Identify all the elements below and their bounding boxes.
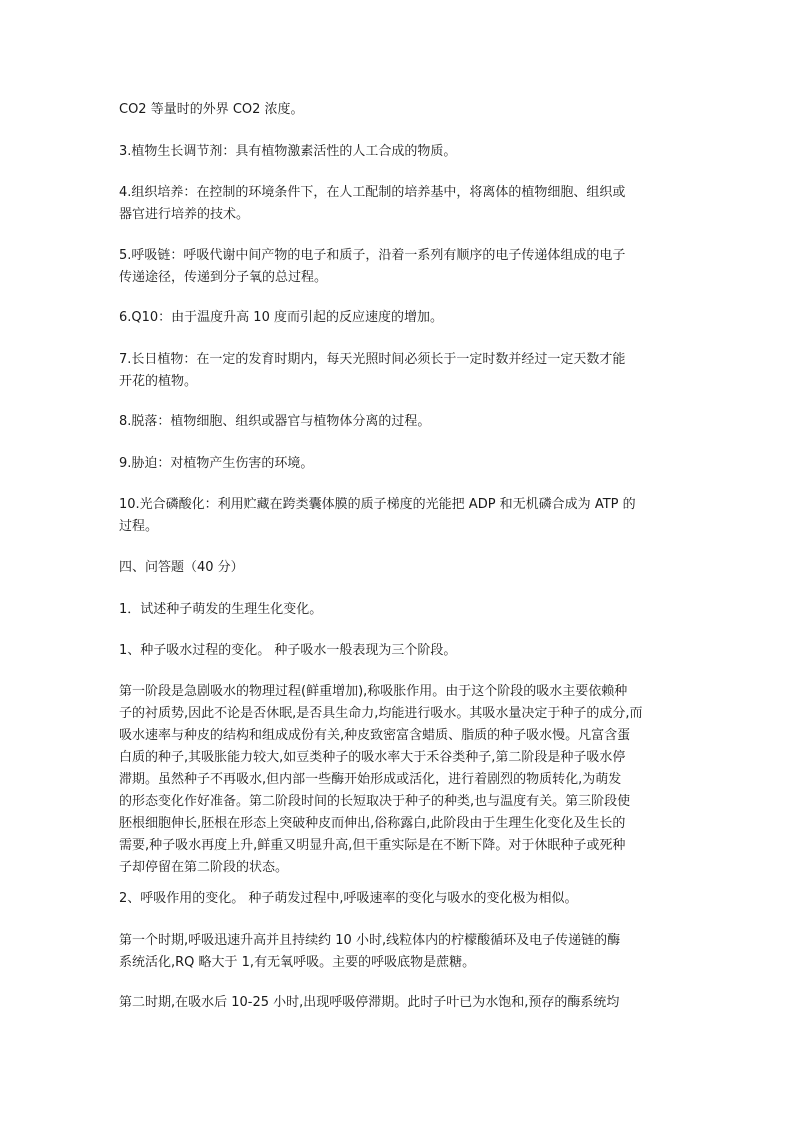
para-co2-concentration <box>119 99 679 121</box>
text-line: 10.光合磷酸化：利用贮藏在跨类囊体膜的质子梯度的光能把 ADP 和无机磷合成为 ATP 的 <box>119 497 636 512</box>
para-term-5 <box>119 245 679 289</box>
text-line: 3.植物生长调节剂：具有植物激素活性的人工合成的物质。 <box>119 144 457 159</box>
text-line: 的形态变化作好准备。第二阶段时间的长短取决于种子的种类,也与温度有关。第三阶段使 <box>119 794 631 809</box>
text-line: 2、呼吸作用的变化。 种子萌发过程中,呼吸速率的变化与吸水的变化极为相似。 <box>119 891 578 906</box>
text-line: 1、种子吸水过程的变化。 种子吸水一般表现为三个阶段。 <box>119 643 457 658</box>
text-line: 吸水速率与种皮的结构和组成成份有关,种皮致密富含蜡质、脂质的种子吸水慢。凡富含蛋 <box>119 728 631 743</box>
text-line: 第一个时期,呼吸迅速升高并且持续约 10 小时,线粒体内的柠檬酸循环及电子传递链的酶 <box>119 933 621 948</box>
text-line: 第一阶段是急剧吸水的物理过程(鲜重增加),称吸胀作用。由于这个阶段的吸水主要依赖种 <box>119 684 628 699</box>
text-line: 过程。 <box>119 519 159 534</box>
subheading-respiration <box>119 888 679 910</box>
text-line: 4.组织培养：在控制的环境条件下，在人工配制的培养基中，将离体的植物细胞、组织或 <box>119 185 626 200</box>
para-respiration-stage-1 <box>119 930 679 974</box>
para-term-7 <box>119 349 679 393</box>
text-line: 胚根细胞伸长,胚根在形态上突破种皮而伸出,俗称露白,此阶段由于生理生化变化及生长的 <box>119 816 626 831</box>
para-water-uptake-stages <box>119 681 679 879</box>
para-respiration-stage-2 <box>119 992 679 1014</box>
text-line: 7.长日植物：在一定的发育时期内，每天光照时间必须长于一定时数并经过一定天数才能 <box>119 352 626 367</box>
question-1 <box>119 599 679 621</box>
text-line: 传递途径，传递到分子氧的总过程。 <box>119 270 328 285</box>
text-line: 需要,种子吸水再度上升,鲜重又明显升高,但干重实际是在不断下降。对于休眠种子或死种 <box>119 838 626 853</box>
text-line: 开花的植物。 <box>119 374 198 389</box>
text-line: 9.胁迫：对植物产生伤害的环境。 <box>119 456 314 471</box>
text-line: 1．试述种子萌发的生理生化变化。 <box>119 602 323 617</box>
text-line: 子的衬质势,因此不论是否休眠,是否具生命力,均能进行吸水。其吸水量决定于种子的成分,而 <box>119 706 643 721</box>
para-term-9 <box>119 453 679 475</box>
subheading-water-uptake <box>119 640 679 662</box>
text-line: 第二时期,在吸水后 10-25 小时,出现呼吸停滞期。此时子叶已为水饱和,预存的酶系统均 <box>119 995 620 1010</box>
text-line: 系统活化,RQ 略大于 1,有无氧呼吸。主要的呼吸底物是蔗糖。 <box>119 955 476 970</box>
text-line: 5.呼吸链：呼吸代谢中间产物的电子和质子，沿着一系列有顺序的电子传递体组成的电子 <box>119 248 626 263</box>
para-term-4 <box>119 182 679 226</box>
section-heading-qa <box>119 557 679 579</box>
text-line: 四、问答题（40 分） <box>119 560 244 575</box>
para-term-8 <box>119 411 679 433</box>
text-line: CO2 等量时的外界 CO2 浓度。 <box>119 102 304 117</box>
text-line: 6.Q10：由于温度升高 10 度而引起的反应速度的增加。 <box>119 310 443 325</box>
para-term-6 <box>119 307 679 329</box>
text-line: 滞期。虽然种子不再吸水,但内部一些酶开始形成或活化，进行着剧烈的物质转化,为萌发 <box>119 772 622 787</box>
text-line: 子却停留在第二阶段的状态。 <box>119 860 289 875</box>
text-line: 8.脱落：植物细胞、组织或器官与植物体分离的过程。 <box>119 414 431 429</box>
text-line: 白质的种子,其吸胀能力较大,如豆类种子的吸水率大于禾谷类种子,第二阶段是种子吸水停 <box>119 750 626 765</box>
para-term-10 <box>119 494 679 538</box>
text-line: 器官进行培养的技术。 <box>119 207 250 222</box>
para-term-3 <box>119 141 679 163</box>
